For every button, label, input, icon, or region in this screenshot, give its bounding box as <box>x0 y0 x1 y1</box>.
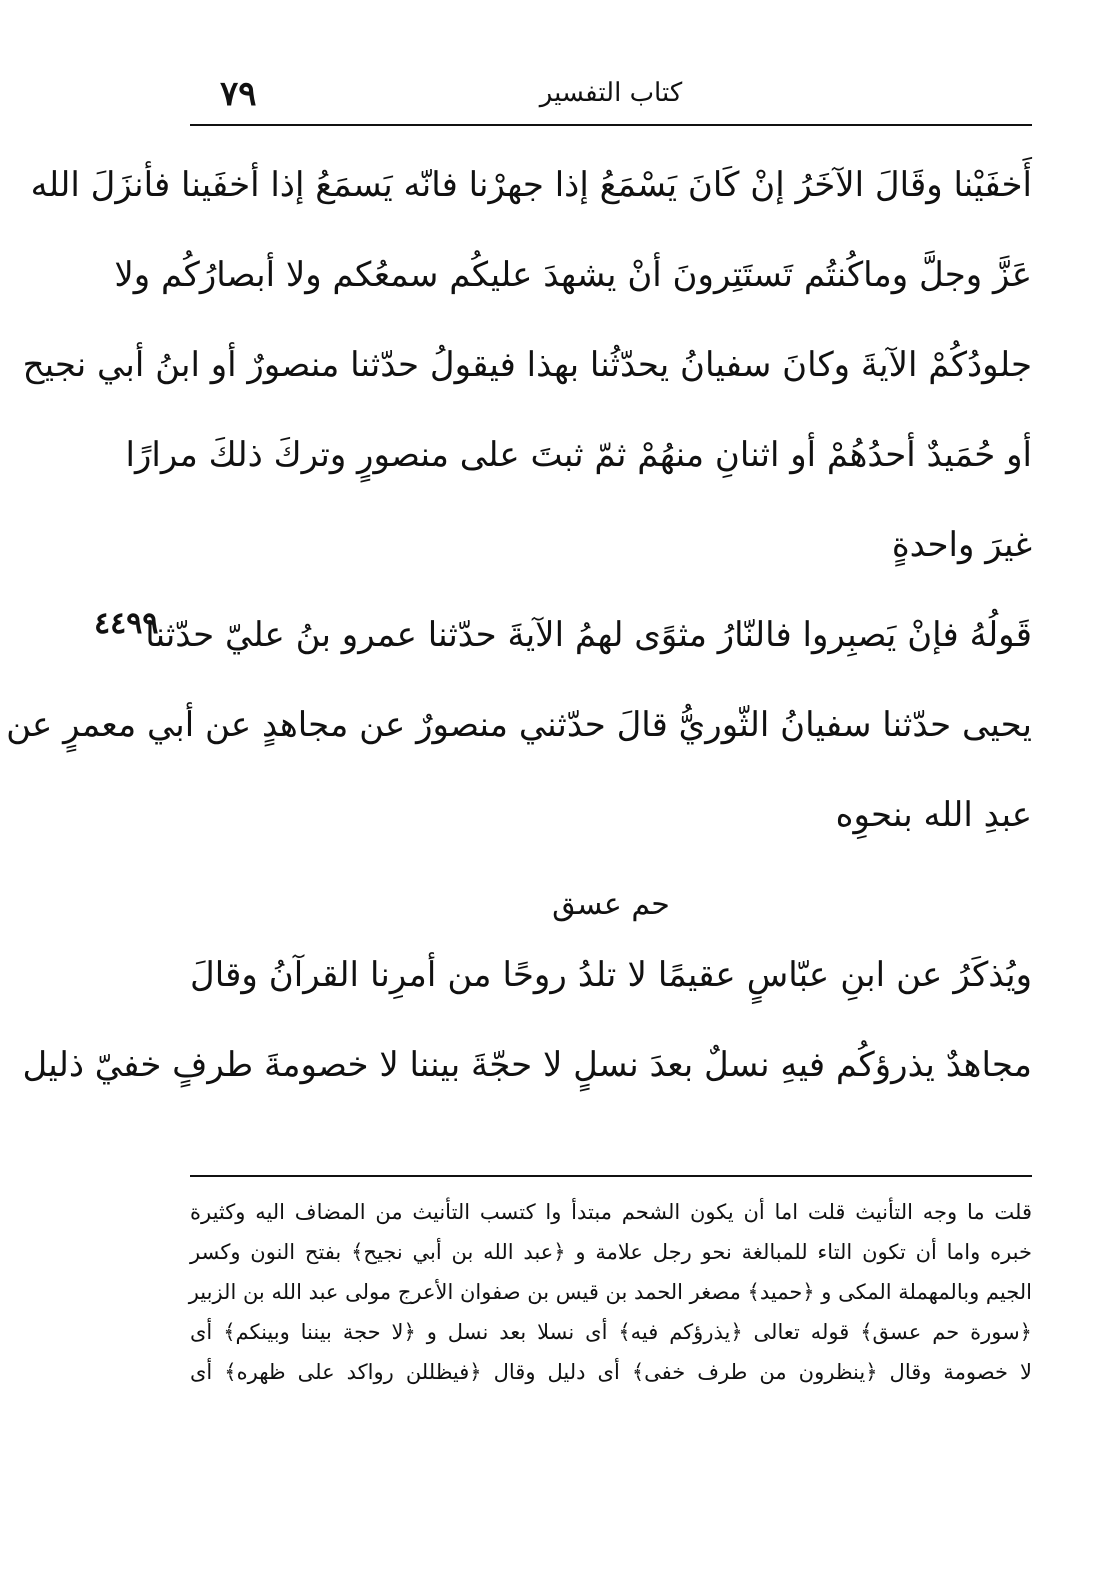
text-line: قَولُهُ فإنْ يَصبِروا فالنّارُ مثوًى لهمُ الآيةَ حدّثنا عمرو بنُ عليّ حدّثنا <box>145 615 1032 655</box>
text-line: عَزَّ وجلَّ وماكُنتُم تَستَتِرونَ أنْ يشهدَ عليكُم سمعُكم ولا أبصارُكُم ولا <box>114 255 1032 295</box>
text-line: أو حُمَيدٌ أحدُهُمْ أو اثنانِ منهُمْ ثمّ ثبتَ على منصورٍ وتركَ ذلكَ مرارًا <box>125 435 1032 475</box>
footnote-line: قلت ما وجه التأنيث قلت اما أن يكون الشحم مبتدأ وا كتسب التأنيث من المضاف اليه وكثيرة <box>190 1200 1032 1224</box>
page-number: ٧٩ <box>220 74 257 114</box>
footnote-line: ﴿سورة حم عسق﴾ قوله تعالى ﴿يذرؤكم فيه﴾ أى نسلا بعد نسل و ﴿لا حجة بيننا وبينكم﴾ أى <box>190 1320 1032 1344</box>
footnote-line: خبره واما أن تكون التاء للمبالغة نحو رجل علامة و ﴿عبد الله بن أبي نجيح﴾ بفتح النون وكسر <box>190 1240 1032 1264</box>
text-line: يحيى حدّثنا سفيانُ الثّوريُّ قالَ حدّثني منصورٌ عن مجاهدٍ عن أبي معمرٍ عن <box>6 705 1032 745</box>
section-title: حم عسق <box>552 887 670 922</box>
text-line: غيرَ واحدةٍ <box>891 525 1032 565</box>
footnote-line: لا خصومة وقال ﴿ينظرون من طرف خفى﴾ أى دليل وقال ﴿فيظللن رواكد على ظهره﴾ أى <box>190 1360 1032 1384</box>
footnote-line: الجيم وبالمهملة المكى و ﴿حميد﴾ مصغر الحمد بن قيس بن صفوان الأعرج مولى عبد الله بن الزبير <box>188 1280 1032 1304</box>
text-line: عبدِ الله بنحوِه <box>835 795 1032 835</box>
text-line: ويُذكَرُ عن ابنِ عبّاسٍ عقيمًا لا تلدُ روحًا من أمرِنا القرآنُ وقالَ <box>190 955 1032 995</box>
hadith-number: ٤٤٩٩ <box>94 606 159 641</box>
footnote-rule <box>190 1175 1032 1177</box>
header-rule <box>190 124 1032 126</box>
text-line: جلودُكُمْ الآيةَ وكانَ سفيانُ يحدّثُنا بهذا فيقولُ حدّثنا منصورٌ أو ابنُ أبي نجيح <box>22 345 1032 385</box>
text-line: مجاهدٌ يذرؤكُم فيهِ نسلٌ بعدَ نسلٍ لا حجّةَ بيننا لا خصومةَ طرفٍ خفيّ ذليل <box>22 1045 1032 1085</box>
page-header <box>190 70 1032 120</box>
running-title: كتاب التفسير <box>539 78 683 108</box>
text-line: أَخفَيْنا وقَالَ الآخَرُ إنْ كَانَ يَسْمَعُ إذا جهرْنا فانّه يَسمَعُ إذا أخفَينا فأنزَلَ الله <box>30 165 1032 205</box>
spacer <box>190 860 1032 880</box>
footnotes <box>190 1192 1032 1392</box>
